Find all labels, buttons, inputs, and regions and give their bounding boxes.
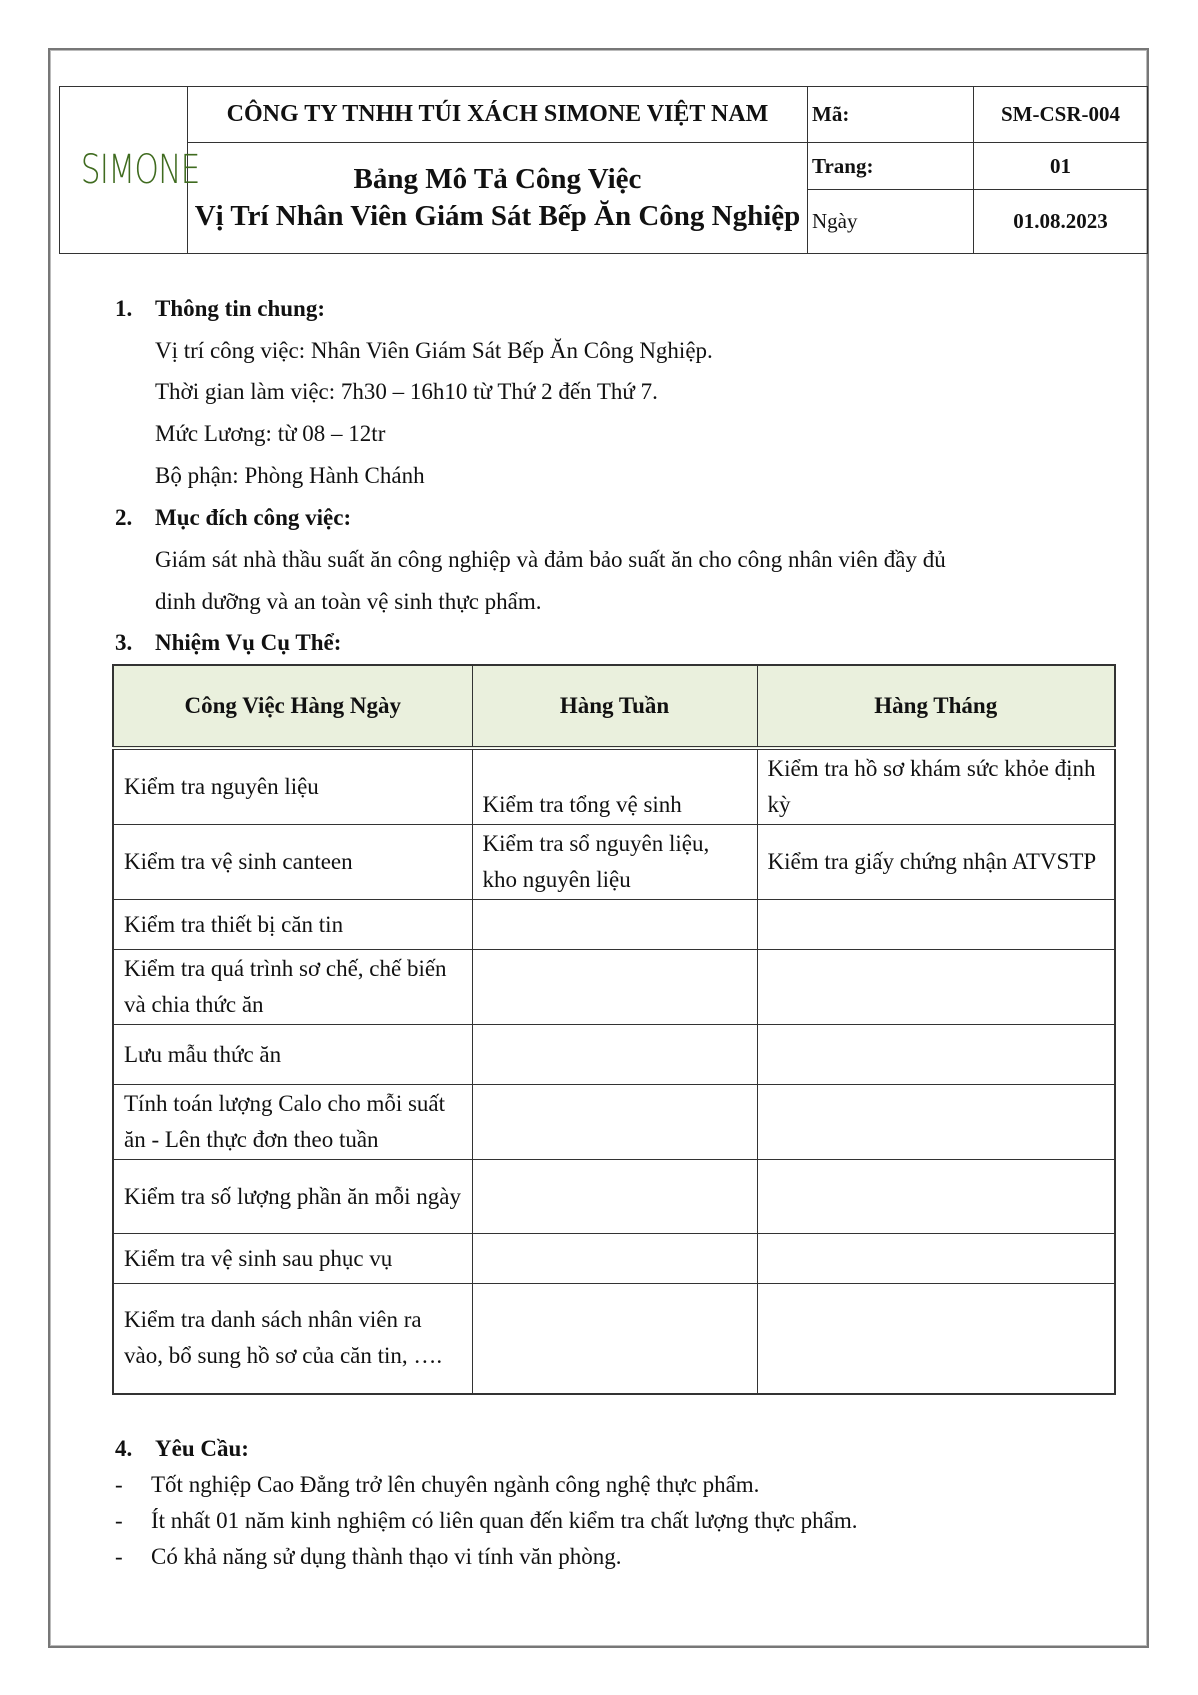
section-2-title: Mục đích công việc: (155, 505, 352, 530)
table-row (113, 900, 1115, 950)
daily-task-cell: Kiểm tra vệ sinh sau phục vụ (113, 1234, 472, 1284)
section-1-line: Thời gian làm việc: 7h30 – 16h10 từ Thứ 2 đến Thứ 7. (155, 379, 658, 404)
section-3-number: 3. (115, 630, 133, 655)
company-name: CÔNG TY TNHH TÚI XÁCH SIMONE VIỆT NAM (188, 87, 808, 143)
section-1-heading (115, 296, 325, 322)
section-2-line: dinh dưỡng và an toàn vệ sinh thực phẩm. (155, 589, 542, 614)
tasks-table (112, 664, 1116, 1395)
table-row (113, 825, 1115, 900)
title-line-2: Vị Trí Nhân Viên Giám Sát Bếp Ăn Công Nghiệp (194, 200, 801, 232)
table-row (113, 950, 1115, 1025)
weekly-task-cell (472, 1284, 757, 1394)
monthly-task-cell (757, 1085, 1115, 1160)
section-4-number: 4. (115, 1436, 133, 1461)
table-row (113, 1025, 1115, 1085)
monthly-task-cell (757, 900, 1115, 950)
monthly-task-cell (757, 1284, 1115, 1394)
daily-task-cell: Kiểm tra quá trình sơ chế, chế biến và chia thức ăn (113, 950, 472, 1025)
daily-task-cell: Kiểm tra thiết bị căn tin (113, 900, 472, 950)
requirement-text: Tốt nghiệp Cao Đẳng trở lên chuyên ngành công nghệ thực phẩm. (151, 1472, 760, 1497)
daily-task-cell: Tính toán lượng Calo cho mỗi suất ăn - Lên thực đơn theo tuần (113, 1085, 472, 1160)
daily-task-cell: Kiểm tra số lượng phần ăn mỗi ngày (113, 1160, 472, 1234)
section-3-title: Nhiệm Vụ Cụ Thể: (155, 630, 342, 655)
monthly-task-cell (757, 950, 1115, 1025)
daily-task-cell: Kiểm tra nguyên liệu (113, 748, 472, 825)
table-row (113, 1234, 1115, 1284)
daily-task-cell: Lưu mẫu thức ăn (113, 1025, 472, 1085)
section-4-heading (115, 1436, 249, 1462)
table-row (113, 1284, 1115, 1394)
page-label: Trang: (808, 143, 974, 190)
bullet-dash: - (115, 1472, 123, 1497)
weekly-task-cell (472, 1025, 757, 1085)
page-value: 01 (974, 143, 1148, 190)
weekly-task-cell (472, 1085, 757, 1160)
section-3-heading (115, 630, 341, 656)
weekly-task-cell: Kiểm tra sổ nguyên liệu, kho nguyên liệu (472, 825, 757, 900)
section-1-line: Bộ phận: Phòng Hành Chánh (155, 463, 425, 488)
logo-cell (60, 87, 200, 254)
requirement-item (115, 1544, 622, 1570)
monthly-task-cell: Kiểm tra giấy chứng nhận ATVSTP (757, 825, 1115, 900)
date-value: 01.08.2023 (974, 190, 1148, 254)
document-header (59, 86, 1148, 254)
requirement-item (115, 1472, 759, 1498)
company-logo: SIMONE (80, 147, 200, 193)
title-line-1: Bảng Mô Tả Công Việc (353, 163, 642, 195)
monthly-task-cell (757, 1025, 1115, 1085)
section-1-number: 1. (115, 296, 133, 321)
weekly-task-cell (472, 1160, 757, 1234)
section-1-line: Vị trí công việc: Nhân Viên Giám Sát Bếp Ăn Công Nghiệp. (155, 338, 713, 363)
requirement-text: Ít nhất 01 năm kinh nghiệm có liên quan đến kiểm tra chất lượng thực phẩm. (151, 1508, 858, 1533)
weekly-task-cell (472, 900, 757, 950)
table-row (113, 748, 1115, 825)
section-4-title: Yêu Cầu: (155, 1436, 249, 1461)
daily-task-cell: Kiểm tra danh sách nhân viên ra vào, bổ sung hồ sơ của căn tin, …. (113, 1284, 472, 1394)
bullet-dash: - (115, 1544, 123, 1569)
weekly-task-cell: Kiểm tra tổng vệ sinh (472, 748, 757, 825)
column-header-monthly: Hàng Tháng (757, 665, 1115, 748)
column-header-weekly: Hàng Tuần (472, 665, 757, 748)
section-1-title: Thông tin chung: (155, 296, 326, 321)
code-value: SM-CSR-004 (974, 87, 1148, 143)
section-2-line: Giám sát nhà thầu suất ăn công nghiệp và đảm bảo suất ăn cho công nhân viên đầy đủ (155, 547, 946, 572)
daily-task-cell: Kiểm tra vệ sinh canteen (113, 825, 472, 900)
code-label: Mã: (808, 87, 974, 143)
bullet-dash: - (115, 1508, 123, 1533)
weekly-task-cell (472, 950, 757, 1025)
table-row (113, 1085, 1115, 1160)
monthly-task-cell (757, 1160, 1115, 1234)
date-label: Ngày (808, 190, 974, 254)
document-title (188, 143, 808, 254)
monthly-task-cell (757, 1234, 1115, 1284)
section-2-heading (115, 505, 351, 531)
section-1-line: Mức Lương: từ 08 – 12tr (155, 421, 386, 446)
table-row (113, 1160, 1115, 1234)
column-header-daily: Công Việc Hàng Ngày (113, 665, 472, 748)
monthly-task-cell: Kiểm tra hồ sơ khám sức khỏe định kỳ (757, 748, 1115, 825)
requirement-text: Có khả năng sử dụng thành thạo vi tính văn phòng. (151, 1544, 622, 1569)
section-2-number: 2. (115, 505, 133, 530)
weekly-task-cell (472, 1234, 757, 1284)
requirement-item (115, 1508, 857, 1534)
